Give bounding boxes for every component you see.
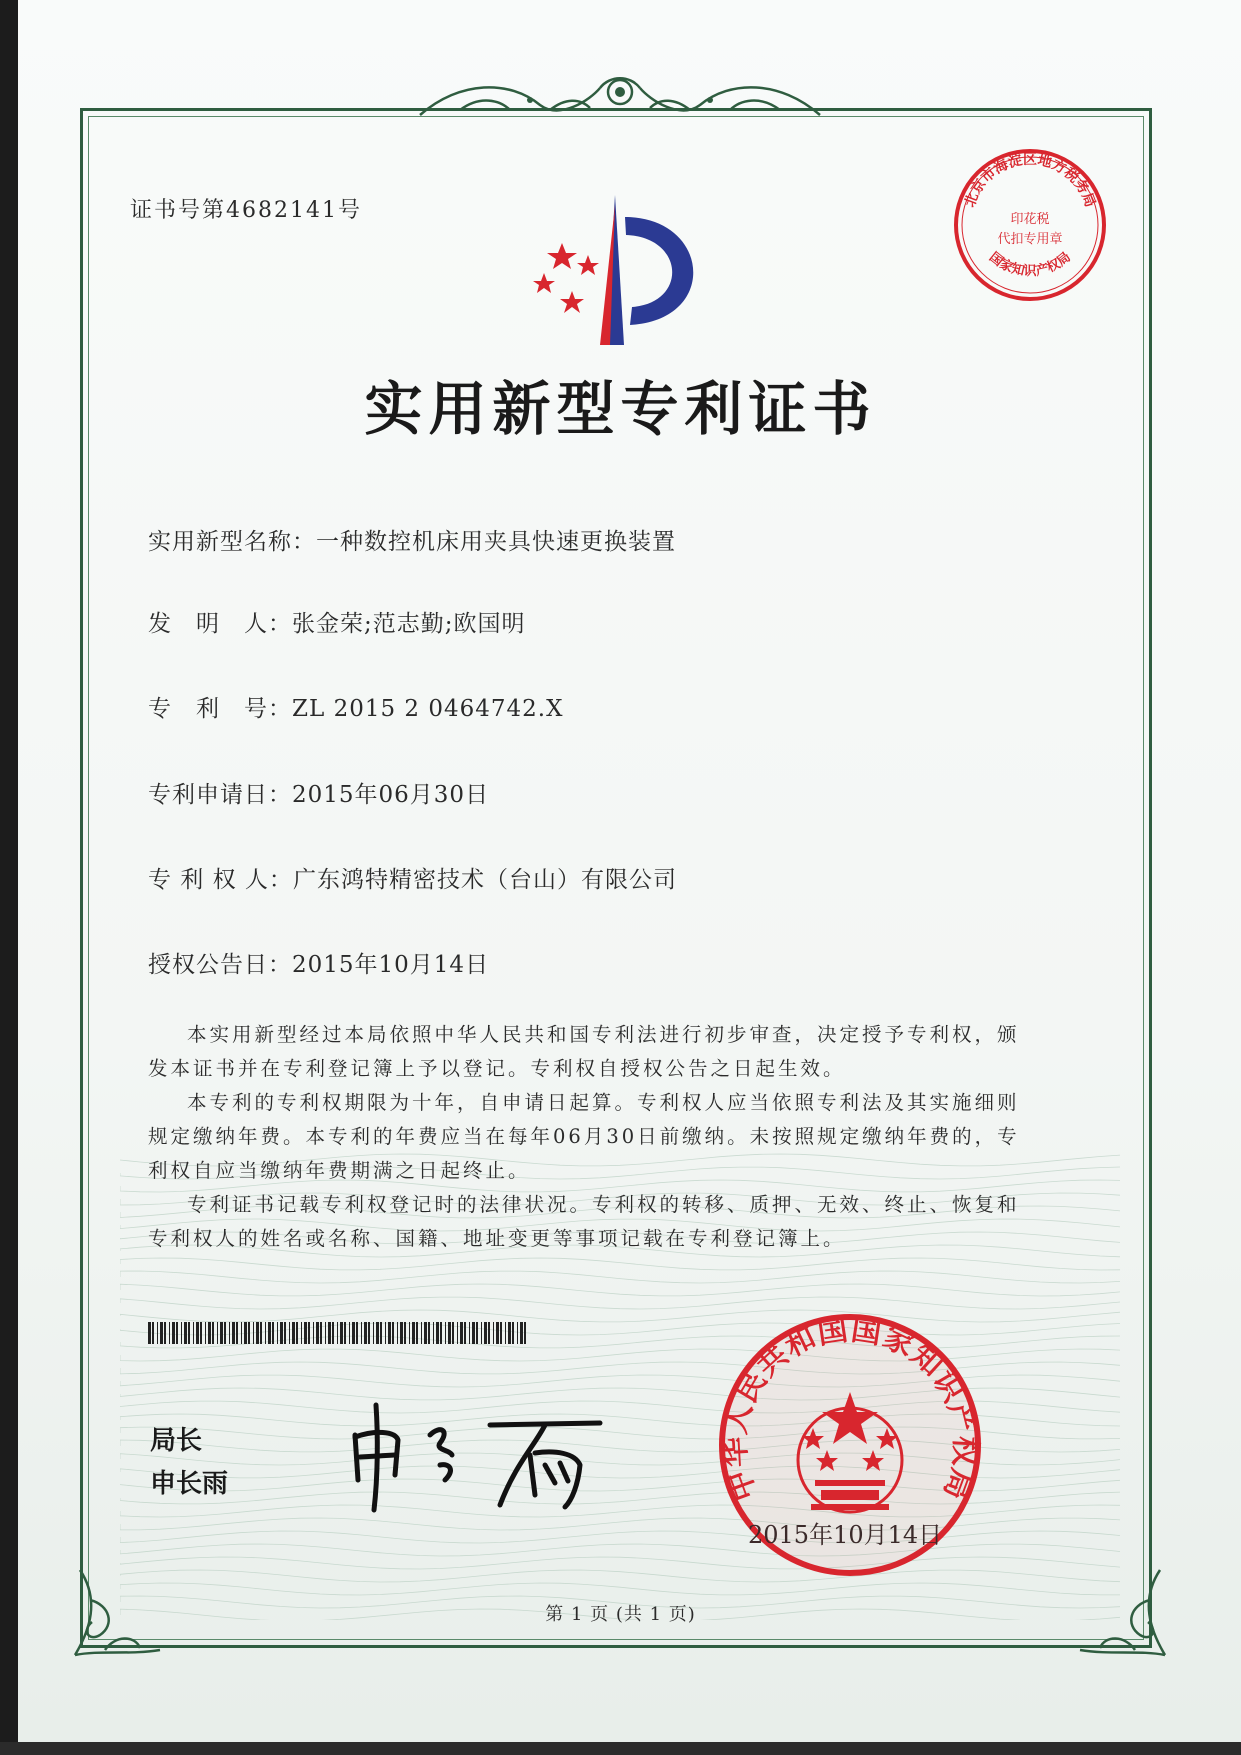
field-label: 授权公告日： [148, 952, 292, 978]
barcode [148, 1322, 528, 1344]
field-value: 广东鸿特精密技术（台山）有限公司 [292, 867, 677, 893]
field-label: 实用新型名称： [148, 529, 316, 555]
scan-edge-bottom [0, 1742, 1241, 1755]
svg-text:印花税: 印花税 [1010, 212, 1050, 227]
certificate-number: 证书号第4682141号 [130, 198, 362, 223]
director-name: 申长雨 [150, 1469, 229, 1499]
svg-text:中华人民共和国国家知识产权局: 中华人民共和国国家知识产权局 [717, 1312, 983, 1506]
body-paragraph: 本专利的专利权期限为十年，自申请日起算。专利权人应当依照专利法及其实施细则规定缴纳年费。本专利的年费应当在每年06月30日前缴纳。未按照规定缴纳年费的，专利权自应当缴纳年费期满之日起终止。 [148, 1091, 1020, 1182]
page-indicator: 第 1 页 (共 1 页) [545, 1604, 696, 1625]
field-value: 2015年06月30日 [292, 782, 490, 808]
certificate-title: 实用新型专利证书 [364, 375, 877, 443]
field-inventor [148, 605, 526, 638]
field-utility-model-name [148, 523, 676, 556]
certificate-body [148, 1018, 1040, 1256]
tax-stamp-seal [950, 145, 1110, 305]
field-patent-number [148, 690, 563, 723]
field-value: ZL 2015 2 0464742.X [292, 696, 564, 722]
field-application-date [148, 776, 489, 809]
field-label: 专 利 号： [148, 696, 292, 722]
field-label: 发 明 人： [148, 611, 292, 637]
svg-text:国家知识产权局: 国家知识产权局 [986, 249, 1074, 280]
scan-edge-left [0, 0, 18, 1755]
field-value: 张金荣;范志勤;欧国明 [292, 611, 526, 637]
field-label: 专 利 权 人： [148, 867, 293, 893]
svg-text:北京市海淀区地方税务局: 北京市海淀区地方税务局 [962, 151, 1098, 210]
floral-ornament-icon [400, 70, 840, 130]
field-value: 一种数控机床用夹具快速更换装置 [316, 529, 676, 555]
sipo-logo-icon [520, 195, 710, 345]
body-paragraph: 专利证书记载专利权登记时的法律状况。专利权的转移、质押、无效、终止、恢复和专利权人的姓名或名称、国籍、地址变更等事项记载在专利登记簿上。 [148, 1193, 1020, 1250]
svg-text:代扣专用章: 代扣专用章 [997, 232, 1063, 247]
field-grant-date [148, 946, 489, 979]
director-title: 局长 [150, 1426, 203, 1456]
field-patentee [148, 861, 677, 894]
director-signature [340, 1395, 620, 1515]
field-label: 专利申请日： [148, 782, 292, 808]
official-seal-date: 2015年10月14日 [748, 1521, 943, 1549]
body-paragraph: 本实用新型经过本局依照中华人民共和国专利法进行初步审查，决定授予专利权，颁发本证书并在专利登记簿上予以登记。专利权自授权公告之日起生效。 [148, 1023, 1020, 1080]
field-value: 2015年10月14日 [292, 952, 490, 978]
